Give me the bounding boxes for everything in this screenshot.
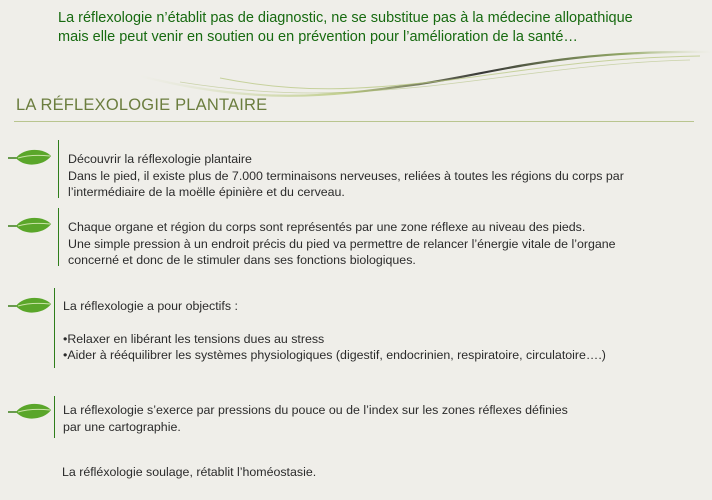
title-divider [14, 121, 694, 122]
block-divider [58, 140, 59, 198]
paragraph-line: Découvrir la réflexologie plantaire [68, 152, 252, 166]
intro-line: La réflexologie n’établit pas de diagnostic, ne se substitue pas à la médecine allopathique [58, 10, 633, 26]
paragraph-line: l’intermédiaire de la moëlle épinière et du cerveau. [68, 185, 345, 199]
block-divider [54, 288, 55, 368]
paragraph-line: Chaque organe et région du corps sont représentés par une zone réflexe au niveau des pieds. [68, 220, 586, 234]
leaf-icon [8, 294, 52, 318]
objectives-intro: La réflexologie a pour objectifs : [63, 299, 238, 313]
bullet-item: •Relaxer en libérant les tensions dues au stress [63, 331, 325, 346]
paragraph-block [63, 402, 568, 435]
paragraph-block [63, 298, 606, 364]
paragraph-line: Dans le pied, il existe plus de 7.000 terminaisons nerveuses, reliées à toutes les régions du corps par [68, 168, 624, 183]
leaf-icon [8, 146, 52, 170]
paragraph-block [68, 151, 624, 201]
paragraph-line: La réflexologie s’exerce par pressions du pouce ou de l’index sur les zones réflexes définies [63, 403, 568, 417]
paragraph-line: Une simple pression à un endroit précis du pied va permettre de relancer l’énergie vitale de l’organe [68, 236, 616, 251]
leaf-icon [8, 214, 52, 238]
paragraph-line: par une cartographie. [63, 419, 181, 434]
block-divider [54, 396, 55, 438]
block-divider [58, 208, 59, 266]
intro-line: mais elle peut venir en soutien ou en prévention pour l’amélioration de la santé… [58, 29, 578, 45]
paragraph-line: concerné et donc de le stimuler dans ses fonctions biologiques. [68, 253, 416, 267]
closing-statement: La réfléxologie soulage, rétablit l’homéostasie. [62, 465, 317, 479]
leaf-icon [8, 400, 52, 424]
bullet-item: •Aider à rééquilibrer les systèmes physiologiques (digestif, endocrinien, respiratoire, circulatoire….) [63, 348, 606, 362]
paragraph-block [68, 219, 616, 269]
section-title: LA RÉFLEXOLOGIE PLANTAIRE [16, 96, 268, 114]
